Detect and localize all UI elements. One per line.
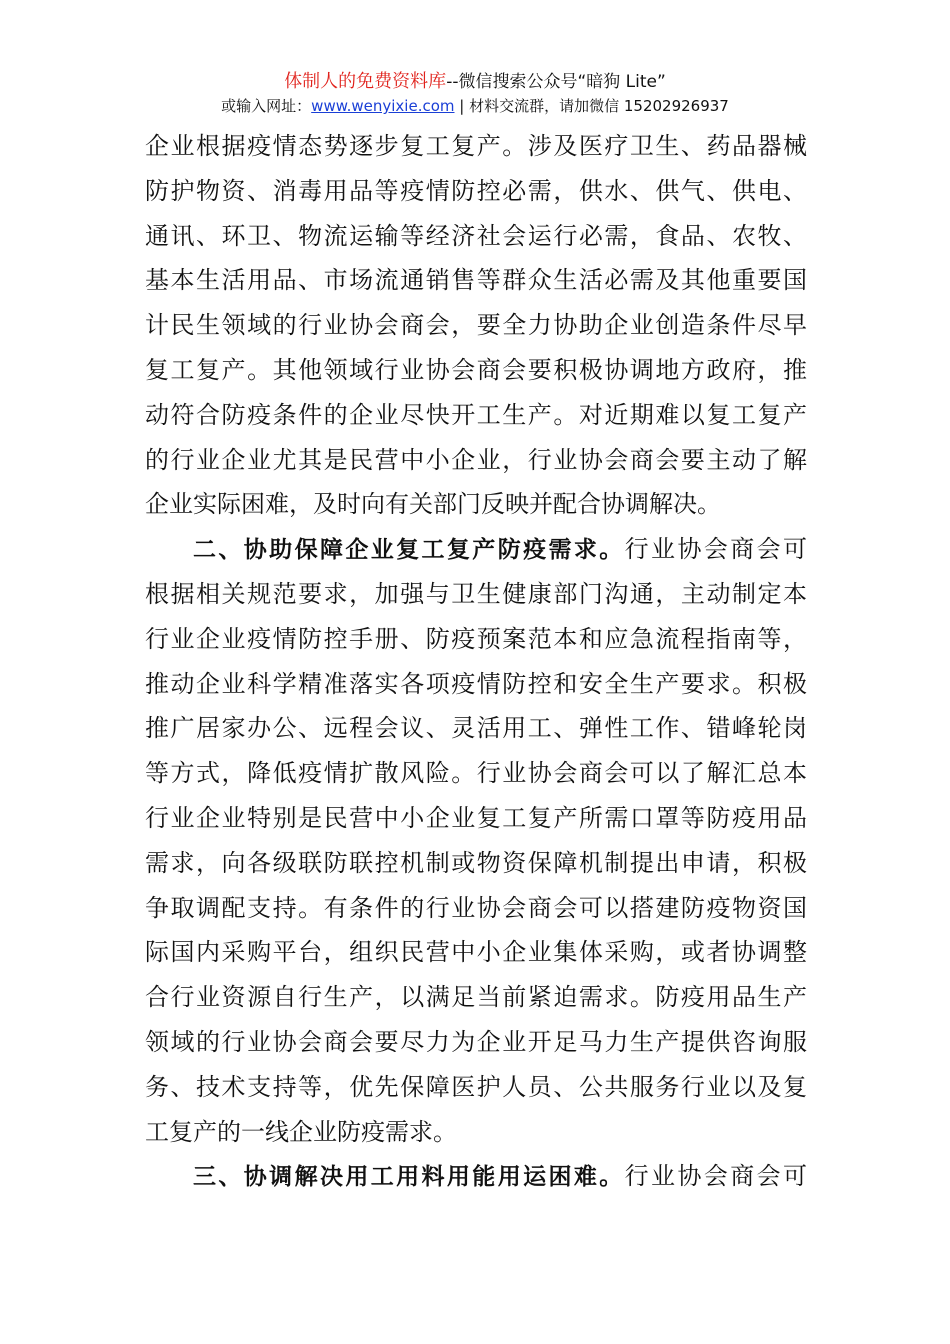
- section-2-heading: 二、协助保障企业复工复产防疫需求。: [193, 537, 625, 564]
- paragraph-line: 际国内采购平台，组织民营中小企业集体采购，或者协调整: [145, 938, 807, 967]
- paragraph-line: 等方式，降低疫情扩散风险。行业协会商会可以了解汇总本: [145, 759, 807, 788]
- header-line-2: [0, 94, 950, 118]
- paragraph-line: 复工复产。其他领域行业协会商会要积极协调地方政府，推: [145, 355, 807, 384]
- paragraph-line: 工复产的一线企业防疫需求。: [145, 1117, 457, 1146]
- paragraph-line: 合行业资源自行生产，以满足当前紧迫需求。防疫用品生产: [145, 983, 807, 1012]
- paragraph-line: 行业企业疫情防控手册、防疫预案范本和应急流程指南等，: [145, 624, 807, 653]
- paragraph-line: 的行业企业尤其是民营中小企业，行业协会商会要主动了解: [145, 445, 807, 474]
- paragraph-line: 行业企业特别是民营中小企业复工复产所需口罩等防疫用品: [145, 803, 807, 832]
- paragraph-line: 基本生活用品、市场流通销售等群众生活必需及其他重要国: [145, 266, 807, 295]
- paragraph-line: 动符合防疫条件的企业尽快开工生产。对近期难以复工复产: [145, 400, 807, 429]
- paragraph-line: 务、技术支持等，优先保障医护人员、公共服务行业以及复: [145, 1072, 807, 1101]
- paragraph-line: 推动企业科学精准落实各项疫情防控和安全生产要求。积极: [145, 669, 807, 698]
- header-tagline: --微信搜索公众号“暗狗 Lite”: [446, 72, 666, 92]
- paragraph-line: 根据相关规范要求，加强与卫生健康部门沟通，主动制定本: [145, 579, 807, 608]
- paragraph-line: 需求，向各级联防联控机制或物资保障机制提出申请，积极: [145, 848, 807, 877]
- paragraph-line: 企业实际困难，及时向有关部门反映并配合协调解决。: [145, 490, 721, 519]
- section-2-lead: 行业协会商会可: [624, 535, 807, 564]
- section-3-first-line: [145, 1154, 807, 1199]
- section-3-lead: 行业协会商会可: [624, 1162, 807, 1191]
- header-contact: | 材料交流群，请加微信 15202926937: [454, 97, 729, 115]
- header-url-link[interactable]: www.wenyixie.com: [311, 97, 455, 115]
- header-url-prefix: 或输入网址：: [221, 97, 312, 115]
- paragraph-line: 通讯、环卫、物流运输等经济社会运行必需，食品、农牧、: [145, 221, 807, 250]
- paragraph-line: 领域的行业协会商会要尽力为企业开足马力生产提供咨询服: [145, 1027, 807, 1056]
- document-body: [145, 124, 807, 1199]
- header-line-1: [0, 70, 950, 94]
- paragraph-line: 争取调配支持。有条件的行业协会商会可以搭建防疫物资国: [145, 893, 807, 922]
- paragraph-line: 企业根据疫情态势逐步复工复产。涉及医疗卫生、药品器械: [145, 132, 807, 160]
- header-brand: 体制人的免费资料库: [284, 71, 447, 92]
- section-2-first-line: [145, 527, 807, 572]
- section-3-heading: 三、协调解决用工用料用能用运困难。: [193, 1164, 625, 1191]
- paragraph-line: 计民生领域的行业协会商会，要全力协助企业创造条件尽早: [145, 311, 807, 340]
- paragraph-line: 防护物资、消毒用品等疫情防控必需，供水、供气、供电、: [145, 176, 807, 205]
- paragraph-line: 推广居家办公、远程会议、灵活用工、弹性工作、错峰轮岗: [145, 714, 807, 743]
- watermark-header: [0, 70, 950, 118]
